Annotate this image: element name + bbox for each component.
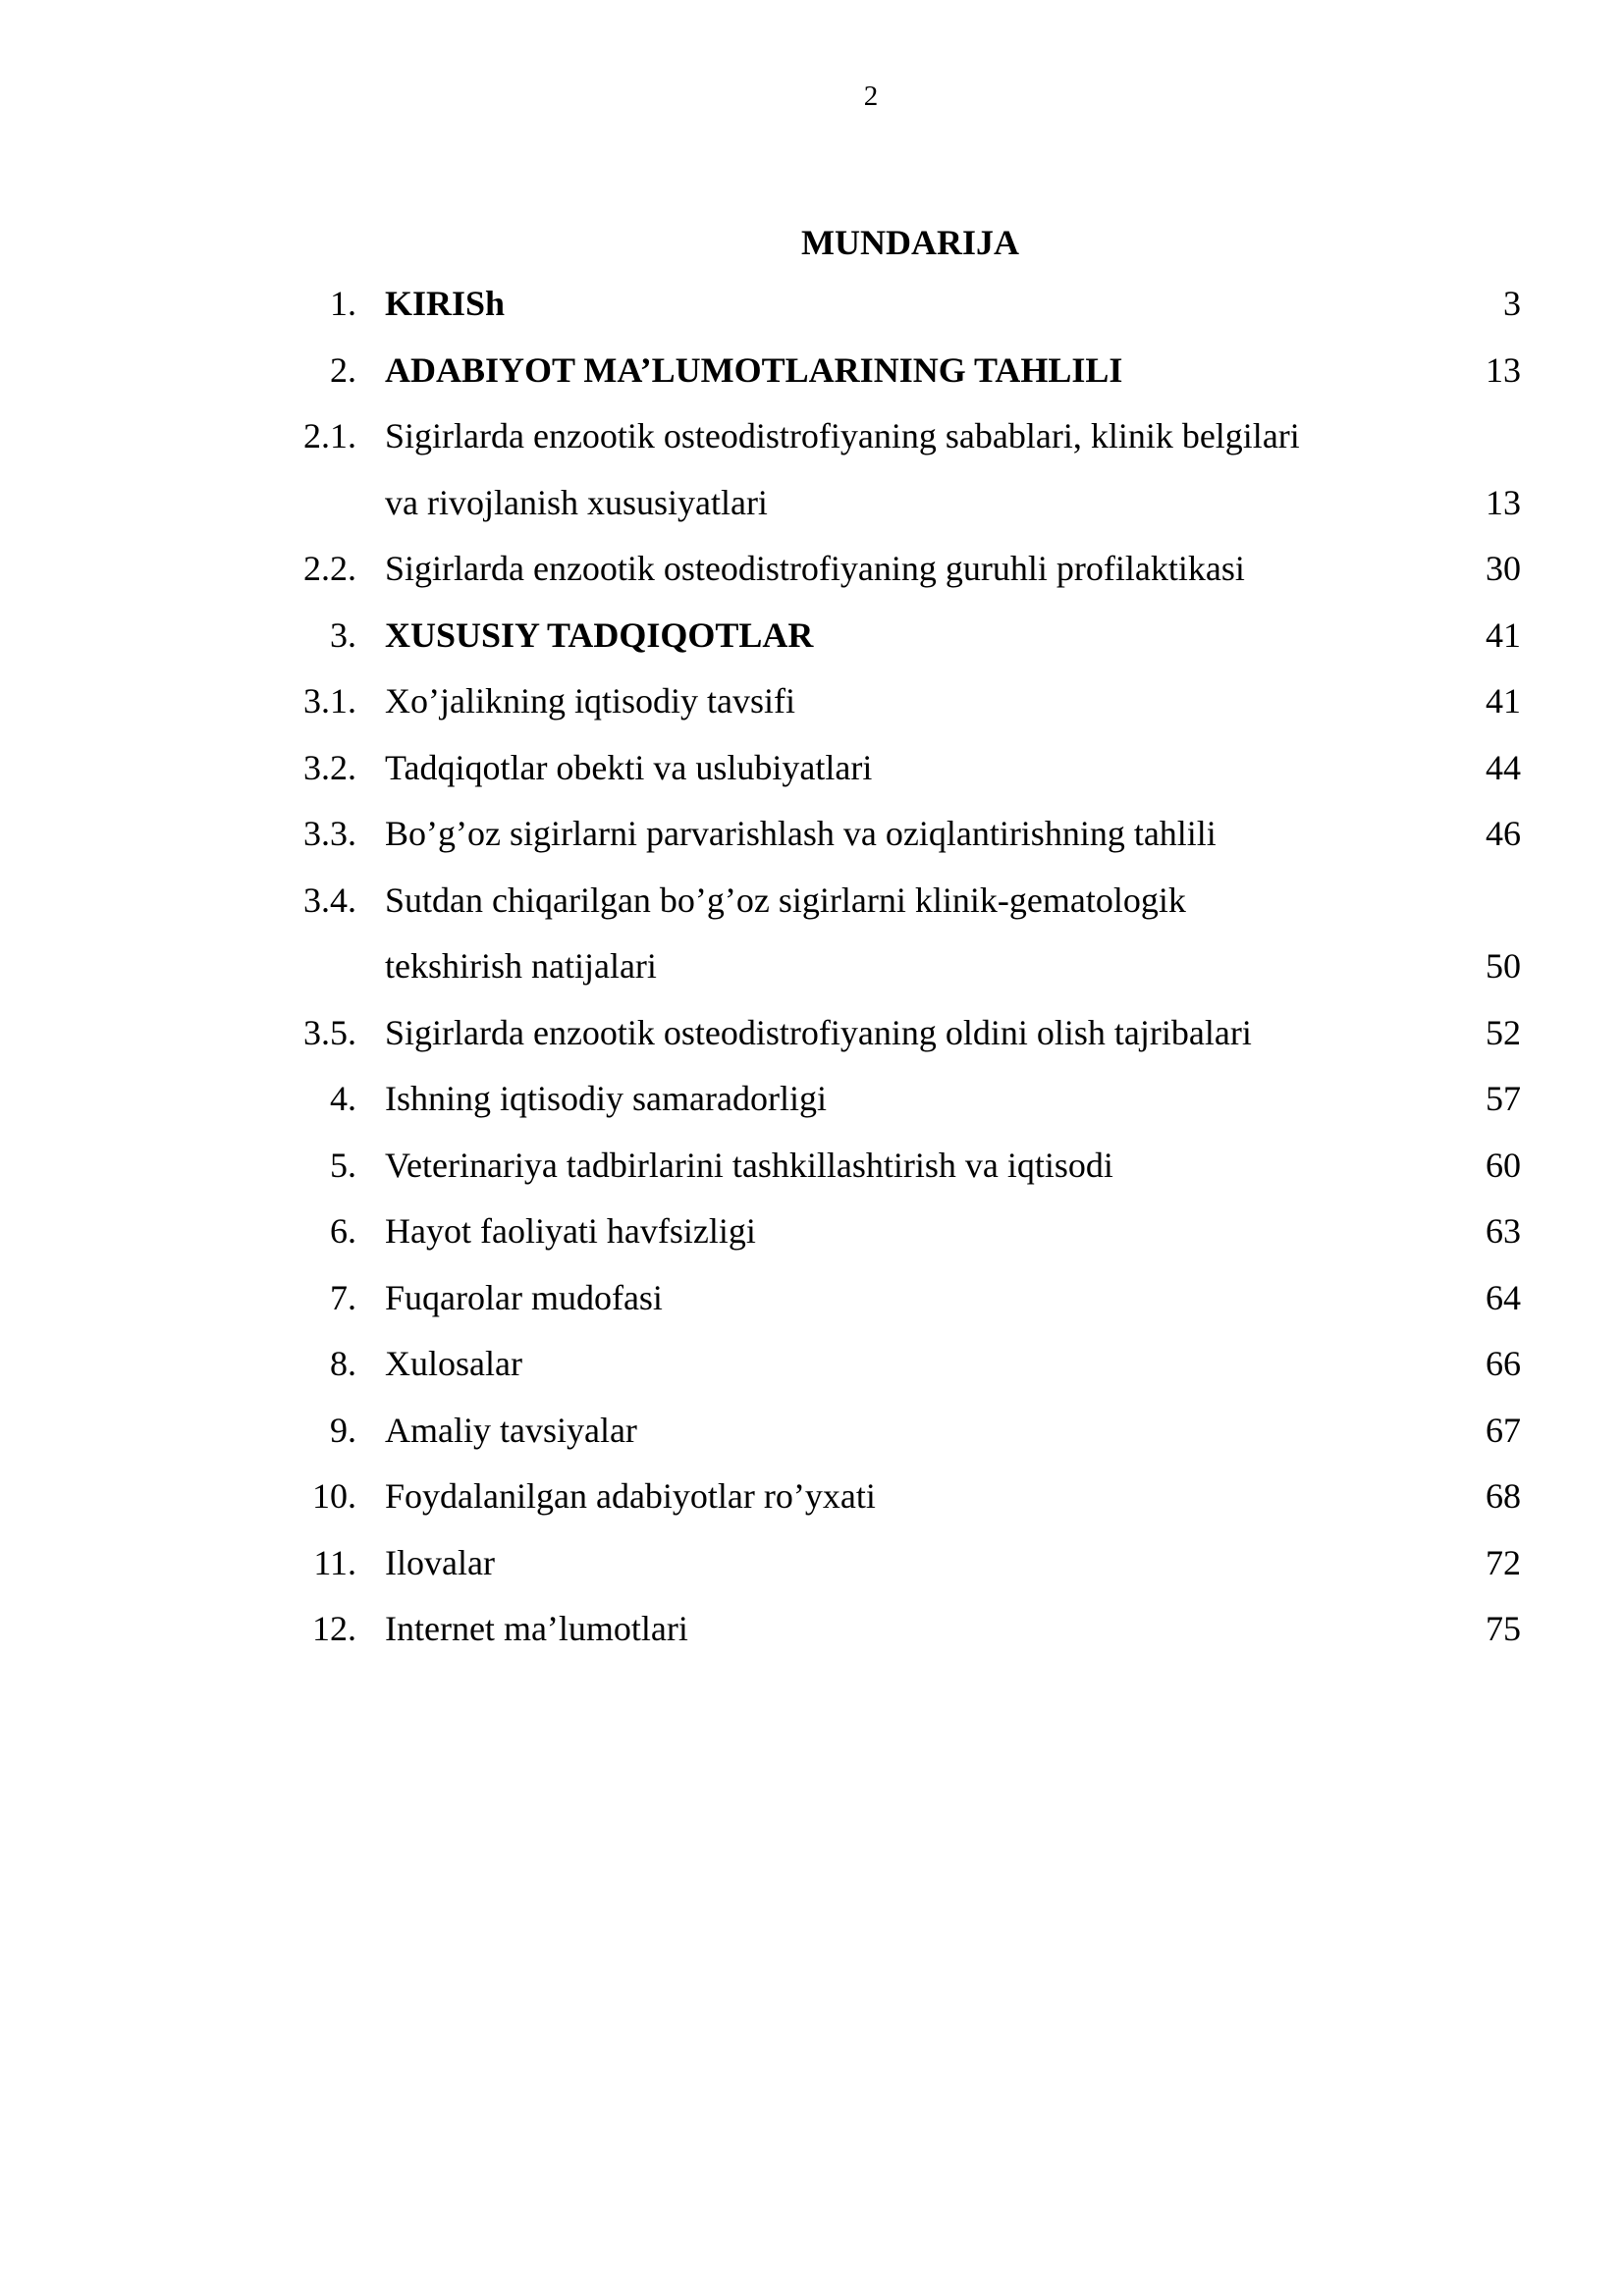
toc-entry-title: Foydalanilgan adabiyotlar ro’yxati bbox=[385, 1476, 876, 1516]
toc-entry-title: Hayot faoliyati havfsizligi bbox=[385, 1211, 756, 1251]
toc-entry-page: 67 bbox=[1486, 1410, 1521, 1450]
toc-entry-page: 46 bbox=[1486, 814, 1521, 853]
toc-entry-page: 30 bbox=[1486, 549, 1521, 588]
toc-entry-page: 52 bbox=[1486, 1012, 1521, 1052]
toc-entry-number: 2. bbox=[330, 349, 356, 390]
toc-entry bbox=[0, 668, 1624, 735]
toc-entry-title: Sigirlarda enzootik osteodistrofiyaning guruhli profilaktikasi bbox=[385, 549, 1245, 588]
toc-entry bbox=[0, 1000, 1624, 1067]
toc-entry bbox=[0, 1398, 1624, 1465]
toc-entry-title: va rivojlanish xususiyatlari bbox=[385, 482, 768, 522]
toc-entry-number: 12. bbox=[312, 1609, 356, 1648]
toc-entry-title: Ishning iqtisodiy samaradorligi bbox=[385, 1079, 827, 1118]
toc-entry bbox=[0, 1066, 1624, 1133]
page-number: 2 bbox=[863, 80, 879, 112]
toc-entry-title: Xulosalar bbox=[385, 1344, 522, 1383]
toc-entry-number: 10. bbox=[312, 1476, 356, 1516]
toc-entry bbox=[0, 1464, 1624, 1530]
toc-entry-title: Bo’g’oz sigirlarni parvarishlash va oziqlantirishning tahlili bbox=[385, 814, 1217, 853]
toc-entry-number: 5. bbox=[330, 1145, 356, 1185]
toc-entry-title: Fuqarolar mudofasi bbox=[385, 1277, 663, 1317]
toc-entry bbox=[0, 1133, 1624, 1200]
toc-entry-title: ADABIYOT MA’LUMOTLARINING TAHLILI bbox=[385, 349, 1123, 390]
toc-entry-page: 44 bbox=[1486, 747, 1521, 787]
toc-entry bbox=[0, 934, 1624, 1000]
toc-entry-title: KIRISh bbox=[385, 284, 506, 323]
toc-entry-number: 7. bbox=[330, 1277, 356, 1317]
toc-entry-number: 4. bbox=[330, 1079, 356, 1118]
toc-entry bbox=[0, 801, 1624, 868]
toc-entry bbox=[0, 271, 1624, 338]
toc-entry-page: 68 bbox=[1486, 1476, 1521, 1516]
toc-entry bbox=[0, 1265, 1624, 1332]
toc-entry-title: XUSUSIY TADQIQOTLAR bbox=[385, 614, 814, 655]
toc-entry-title: Xo’jalikning iqtisodiy tavsifi bbox=[385, 681, 795, 721]
toc-entry-page: 41 bbox=[1486, 681, 1521, 721]
toc-entry-number: 8. bbox=[330, 1344, 356, 1383]
toc-entry-page: 57 bbox=[1486, 1079, 1521, 1118]
toc-entry bbox=[0, 1530, 1624, 1597]
toc-entry bbox=[0, 1199, 1624, 1265]
toc-entry-title: tekshirish natijalari bbox=[385, 946, 657, 986]
toc-entry-number: 3.4. bbox=[303, 880, 356, 920]
toc-entry bbox=[0, 338, 1624, 404]
toc-entry bbox=[0, 868, 1624, 934]
toc-entry-page: 13 bbox=[1486, 349, 1521, 390]
toc-entry-number: 11. bbox=[313, 1542, 356, 1582]
toc-entry-number: 3.3. bbox=[303, 814, 356, 853]
toc-entry bbox=[0, 603, 1624, 669]
toc-entry-number: 3.2. bbox=[303, 747, 356, 787]
toc-entry-page: 66 bbox=[1486, 1344, 1521, 1383]
toc-entry-page: 64 bbox=[1486, 1277, 1521, 1317]
toc-entry bbox=[0, 470, 1624, 537]
toc-entry-page: 3 bbox=[1503, 284, 1521, 323]
toc-entry bbox=[0, 735, 1624, 802]
toc-entry-number: 9. bbox=[330, 1410, 356, 1450]
toc-heading: MUNDARIJA bbox=[801, 223, 1019, 262]
toc-entry-number: 2.2. bbox=[303, 549, 356, 588]
toc-entry-number: 1. bbox=[330, 284, 356, 323]
toc-entry-title: Sigirlarda enzootik osteodistrofiyaning sabablari, klinik belgilari bbox=[385, 416, 1300, 455]
toc-entry-page: 60 bbox=[1486, 1145, 1521, 1185]
toc-entry-title: Sutdan chiqarilgan bo’g’oz sigirlarni klinik-gematologik bbox=[385, 880, 1186, 920]
toc-entry-page: 72 bbox=[1486, 1542, 1521, 1582]
toc-entry-title: Veterinariya tadbirlarini tashkillashtirish va iqtisodi bbox=[385, 1145, 1113, 1185]
toc-entry-title: Amaliy tavsiyalar bbox=[385, 1410, 637, 1450]
toc-entry-number: 3.1. bbox=[303, 681, 356, 721]
toc-entry bbox=[0, 1331, 1624, 1398]
toc-entry bbox=[0, 536, 1624, 603]
toc-entry-title: Internet ma’lumotlari bbox=[385, 1609, 688, 1648]
toc-entry-number: 2.1. bbox=[303, 416, 356, 455]
toc-entry-page: 13 bbox=[1486, 482, 1521, 522]
toc-entry-page: 63 bbox=[1486, 1211, 1521, 1251]
toc-entry-title: Tadqiqotlar obekti va uslubiyatlari bbox=[385, 747, 873, 787]
toc-entry bbox=[0, 403, 1624, 470]
toc-entry-number: 3. bbox=[330, 614, 356, 655]
toc-entry-title: Sigirlarda enzootik osteodistrofiyaning oldini olish tajribalari bbox=[385, 1012, 1252, 1052]
toc-entry-page: 75 bbox=[1486, 1609, 1521, 1648]
toc-entry-page: 50 bbox=[1486, 946, 1521, 986]
toc-entry-title: Ilovalar bbox=[385, 1542, 495, 1582]
table-of-contents bbox=[0, 271, 1624, 1663]
toc-entry bbox=[0, 1596, 1624, 1663]
toc-entry-number: 6. bbox=[330, 1211, 356, 1251]
toc-entry-page: 41 bbox=[1486, 614, 1521, 655]
toc-entry-number: 3.5. bbox=[303, 1012, 356, 1052]
